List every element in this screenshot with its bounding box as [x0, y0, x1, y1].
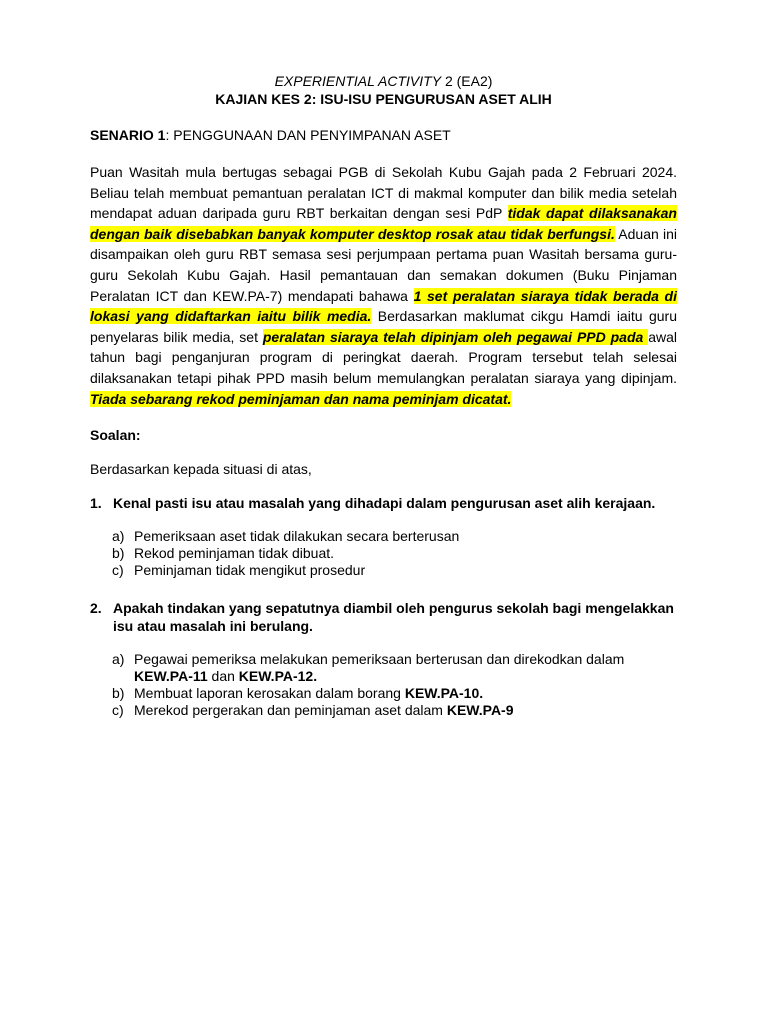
answer-text-part: Merekod pergerakan dan peminjaman aset dalam: [134, 702, 447, 719]
answer-text-part: Pemeriksaan aset tidak dilakukan secara berterusan: [134, 528, 460, 545]
document-page: [90, 72, 677, 719]
answer-text-part: Rekod peminjaman tidak dibuat.: [134, 545, 335, 562]
question-number: 2.: [90, 600, 102, 617]
answer-text-part: Peminjaman tidak mengikut prosedur: [134, 562, 366, 579]
questions-list: [90, 494, 677, 719]
question-number: 1.: [90, 495, 102, 512]
paragraph-text: Puan Wasitah mula bertugas sebagai PGB di Sekolah Kubu Gajah pada 2 Februari 2024. Beliau telah membuat pemantuan peralatan ICT di makmal komputer dan bilik media setelah mendapat aduan daripada guru RBT berkaitan dengan sesi PdP: [90, 164, 677, 222]
answer-item: [112, 651, 677, 685]
answer-text-part: Membuat laporan kerosakan dalam borang: [134, 685, 405, 702]
document-title: [90, 72, 677, 108]
highlighted-text: 1 set peralatan siaraya tidak berada di lokasi yang didaftarkan iaitu bilik media.: [90, 287, 677, 325]
case-paragraph: [90, 162, 677, 409]
highlighted-text: peralatan siaraya telah dipinjam oleh pegawai PPD pada: [262, 328, 649, 345]
answer-item: [112, 702, 677, 719]
form-reference: KEW.PA-9: [446, 702, 514, 719]
scenario-title: PENGGUNAAN DAN PENYIMPANAN ASET: [173, 127, 451, 143]
answer-text: [134, 562, 677, 579]
question-text: Kenal pasti isu atau masalah yang dihadapi dalam pengurusan aset alih kerajaan.: [113, 495, 656, 512]
form-reference: KEW.PA-10.: [404, 685, 484, 702]
answer-text: [134, 528, 677, 545]
answer-letter: b): [112, 545, 125, 562]
answer-text-part: Pegawai pemeriksa melakukan pemeriksaan berterusan dan direkodkan dalam: [134, 651, 625, 668]
question-item: [90, 599, 677, 635]
highlighted-text: tidak dapat dilaksanakan dengan baik disebabkan banyak komputer desktop rosak atau tidak berfungsi.: [90, 205, 677, 242]
form-reference: KEW.PA-11: [134, 668, 208, 685]
answer-letter: a): [112, 651, 125, 668]
paragraph-text: Berdasarkan maklumat cikgu Hamdi iaitu guru penyelaras bilik media, set: [90, 308, 677, 345]
questions-intro: Berdasarkan kepada situasi di atas,: [90, 461, 312, 478]
highlighted-text: Tiada sebarang rekod peminjaman dan nama peminjam dicatat.: [90, 390, 512, 407]
scenario-heading: [90, 126, 677, 144]
answer-list: [112, 651, 677, 719]
answer-list: [112, 528, 677, 579]
answer-letter: a): [112, 528, 125, 545]
title-line-1: [90, 72, 677, 90]
answer-text: [134, 702, 677, 719]
questions-heading: Soalan:: [90, 427, 141, 444]
answer-letter: c): [112, 702, 124, 719]
answer-item: [112, 528, 677, 545]
answer-letter: c): [112, 562, 124, 579]
scenario-separator: :: [165, 127, 174, 143]
scenario-label: SENARIO 1: [90, 127, 166, 143]
paragraph-text: Aduan ini disampaikan oleh guru RBT semasa sesi perjumpaan pertama puan Wasitah bersama guru- guru Sekolah Kubu Gajah. Hasil pemantauan dan semakan dokumen (Buku Pinjaman Peralatan ICT dan KEW.PA-7) mendapati bahawa: [90, 225, 678, 304]
answer-letter: b): [112, 685, 125, 702]
question-item: [90, 494, 677, 512]
answer-item: [112, 562, 677, 579]
answer-item: [112, 685, 677, 702]
answer-text-part: dan: [207, 668, 239, 685]
title-line-2: KAJIAN KES 2: ISU-ISU PENGURUSAN ASET ALIH: [215, 91, 552, 107]
answer-text: [134, 545, 677, 562]
form-reference: KEW.PA-12.: [238, 668, 318, 685]
answer-item: [112, 545, 677, 562]
title-code-part: 2 (EA2): [441, 73, 493, 89]
answer-text: [134, 651, 677, 685]
answer-text: [134, 685, 677, 702]
paragraph-text: awal tahun bagi penganjuran program di peringkat daerah. Program tersebut telah selesai dilaksanakan tetapi pihak PPD masih belum memulangkan peralatan siaraya yang dipinjam.: [90, 328, 677, 386]
title-italic-part: EXPERIENTIAL ACTIVITY: [274, 73, 442, 89]
question-text: Apakah tindakan yang sepatutnya diambil oleh pengurus sekolah bagi mengelakkan isu atau masalah ini berulang.: [113, 600, 674, 635]
